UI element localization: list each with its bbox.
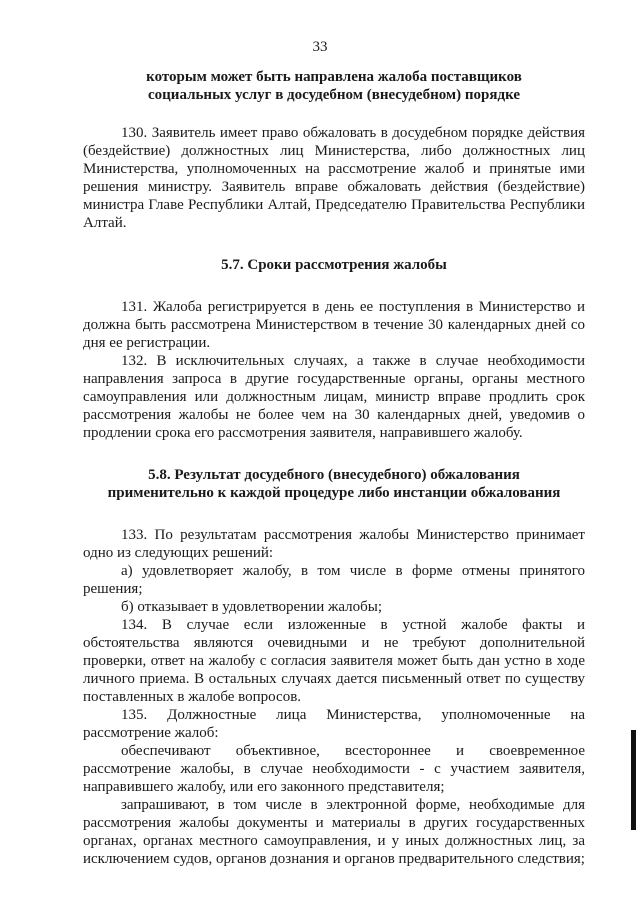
heading-line: применительно к каждой процедуре либо инстанции обжалования <box>107 485 561 501</box>
paragraph-131: 131. Жалоба регистрируется в день ее поступления в Министерство и должна быть рассмотрена Министерством в течение 30 календарных дней со дня ее регистрации. <box>83 299 585 351</box>
heading-line: 5.8. Результат досудебного (внесудебного) обжалования <box>148 467 520 483</box>
scan-edge-mark <box>631 730 636 830</box>
paragraph-133-b: б) отказывает в удовлетворении жалобы; <box>121 599 383 615</box>
page-number: 33 <box>312 39 328 55</box>
heading-line: 5.7. Сроки рассмотрения жалобы <box>221 257 447 273</box>
paragraph-130: 130. Заявитель имеет право обжаловать в досудебном порядке действия (бездействие) должностных лиц Министерства, либо должностных лиц Министерства, уполномоченных на рассмотрение жалоб и принятые ими решения министру. Заявитель вправе обжаловать действия (бездействие) министра Главе Республики Алтай, Председателю Правительства Республики Алтай. <box>83 125 585 231</box>
section-heading-5-8 <box>83 466 585 502</box>
section-heading <box>83 68 585 104</box>
paragraph-135-request: запрашивают, в том числе в электронной форме, необходимые для рассмотрения жалобы документы и материалы в других государственных органах, органах местного самоуправления, и у иных должностных лиц, за исключением судов, органов дознания и органов предварительного следствия; <box>83 797 585 867</box>
document-body <box>83 68 585 868</box>
heading-line: которым может быть направлена жалоба поставщиков <box>146 69 522 85</box>
paragraph-132: 132. В исключительных случаях, а также в случае необходимости направления запроса в другие государственные органы, органы местного самоуправления или должностным лицам, министр вправе продлить срок рассмотрения жалобы не более чем на 30 календарных дней, уведомив о продлении срока его рассмотрения заявителя, направившего жалобу. <box>83 353 585 441</box>
paragraph-135: 135. Должностные лица Министерства, уполномоченные на рассмотрение жалоб: <box>83 707 585 741</box>
paragraph-133-a: а) удовлетворяет жалобу, в том числе в форме отмены принятого решения; <box>83 563 585 597</box>
heading-line: социальных услуг в досудебном (внесудебном) порядке <box>148 87 520 103</box>
paragraph-133: 133. По результатам рассмотрения жалобы Министерство принимает одно из следующих решений: <box>83 527 585 561</box>
paragraph-134: 134. В случае если изложенные в устной жалобе факты и обстоятельства являются очевидными и не требуют дополнительной проверки, ответ на жалобу с согласия заявителя может быть дан устно в ходе личного приема. В остальных случаях дается письменный ответ по существу поставленных в жалобе вопросов. <box>83 617 585 705</box>
section-heading-5-7 <box>83 256 585 274</box>
paragraph-135-ensure: обеспечивают объективное, всестороннее и своевременное рассмотрение жалобы, в случае необходимости - с участием заявителя, направившего жалобу, или его законного представителя; <box>83 743 585 795</box>
